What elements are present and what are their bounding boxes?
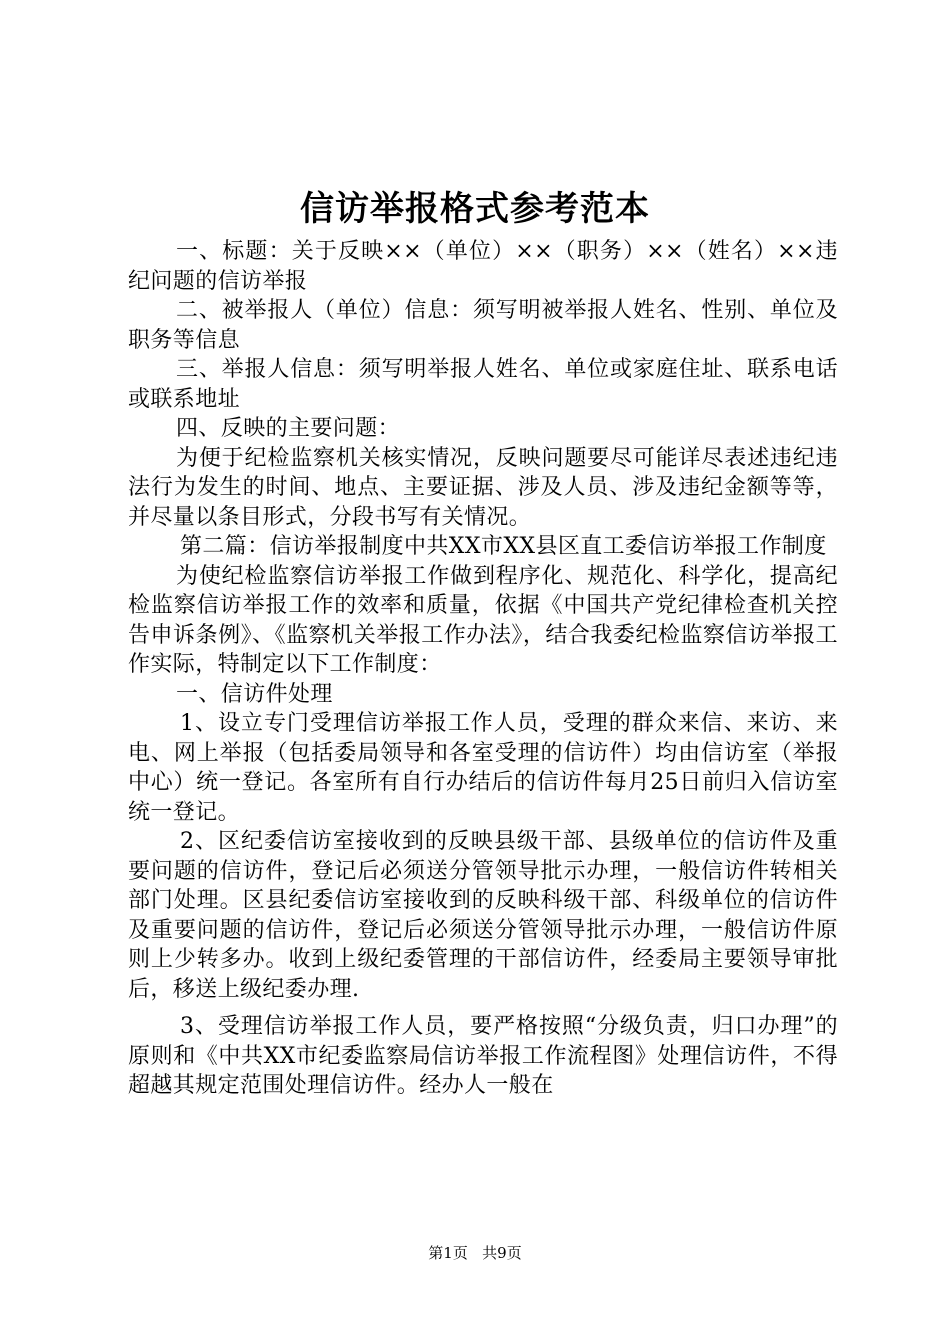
paragraph-title-item: 一、标题：关于反映××（单位）××（职务）××（姓名）××违纪问题的信访举报 [128, 239, 838, 294]
paragraph-main-issues: 四、反映的主要问题： [176, 416, 401, 441]
paragraph-reported-info: 二、被举报人（单位）信息：须写明被举报人姓名、性别、单位及职务等信息 [128, 298, 838, 353]
page-total: 共9页 [482, 1244, 522, 1262]
paragraph-reporter-info: 三、举报人信息：须写明举报人姓名、单位或家庭住址、联系电话或联系地址 [128, 357, 838, 412]
paragraph-rule-2: 2、区纪委信访室接收到的反映县级干部、县级单位的信访件及重要问题的信访件，登记后必须送分管领导批示办理，一般信访件转相关部门处理。区县纪委信访室接收到的反映科级干部、科级单位的信访件及重要问题的信访件，登记后必须送分管领导批示办理，一般信访件原则上少转多办。收到上级纪委管理的干部信访件，经委局主要领导审批后，移送上级纪委办理. [128, 829, 838, 1002]
page-separator [473, 1244, 478, 1262]
document-title: 信访举报格式参考范本 [300, 189, 650, 229]
paragraph-rule-1: 1、设立专门受理信访举报工作人员，受理的群众来信、来访、来电、网上举报（包括委局领导和各室受理的信访件）均由信访室（举报中心）统一登记。各室所有自行办结后的信访件每月25日前归入信访室统一登记。 [128, 711, 838, 825]
paragraph-section-heading: 一、信访件处理 [176, 681, 333, 707]
paragraph-rule-3: 3、受理信访举报工作人员，要严格按照“分级负责，归口办理”的原则和《中共XX市纪委监察局信访举报工作流程图》处理信访件，不得超越其规定范围处理信访件。经办人一般在 [128, 1014, 838, 1098]
page-footer [0, 1243, 950, 1263]
paragraph-second-chapter: 第二篇：信访举报制度中共XX市XX县区直工委信访举报工作制度 [180, 534, 827, 559]
paragraph-purpose: 为使纪检监察信访举报工作做到程序化、规范化、科学化，提高纪检监察信访举报工作的效率和质量，依据《中国共产党纪律检查机关控告申诉条例》、《监察机关举报工作办法》，结合我委纪检监察信访举报工作实际，特制定以下工作制度： [128, 563, 838, 677]
paragraph-issue-detail: 为便于纪检监察机关核实情况，反映问题要尽可能详尽表述违纪违法行为发生的时间、地点、主要证据、涉及人员、涉及违纪金额等等，并尽量以条目形式，分段书写有关情况。 [128, 445, 838, 530]
page-number: 第1页 [428, 1244, 468, 1262]
document-body [128, 237, 838, 1101]
